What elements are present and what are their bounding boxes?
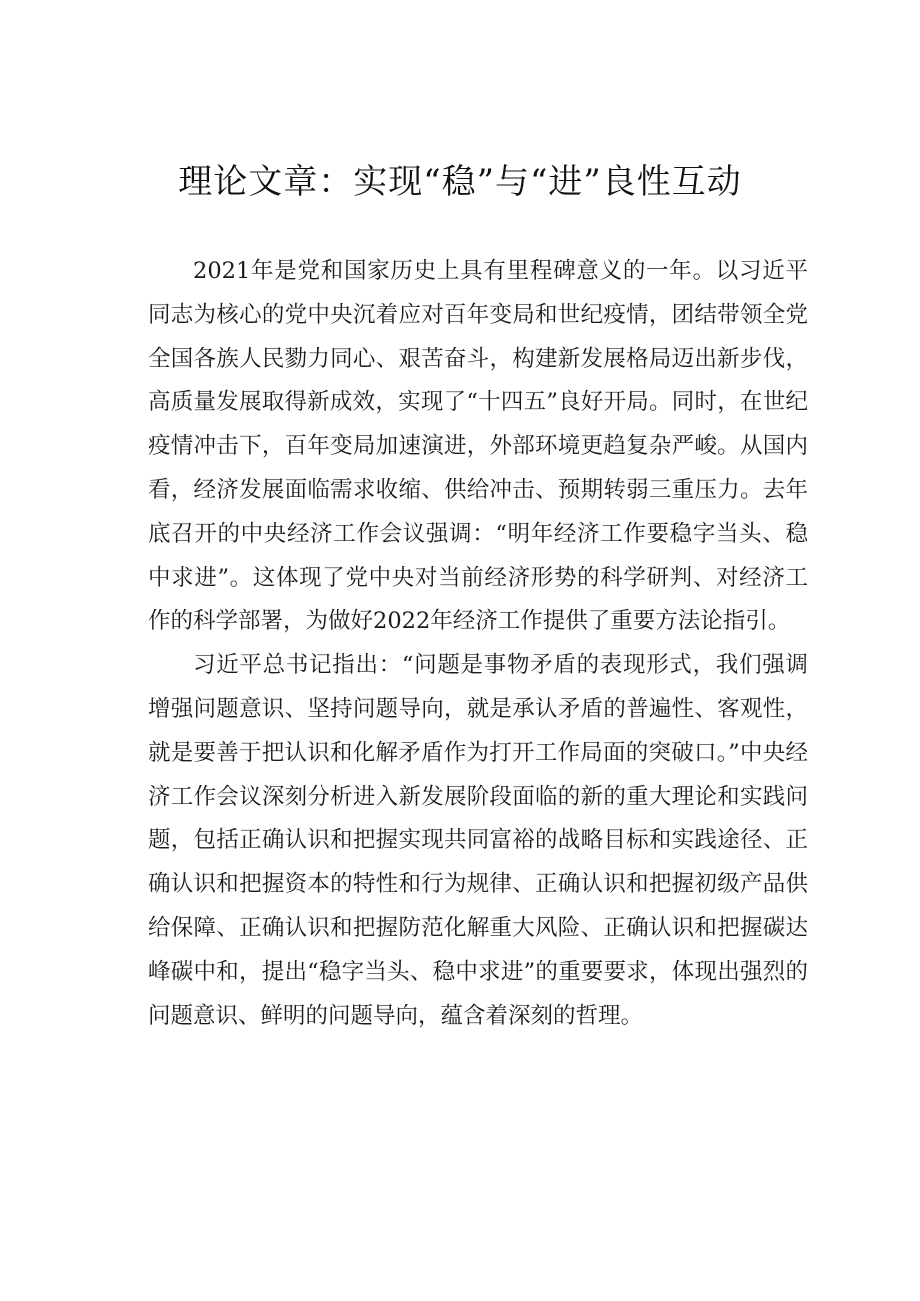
document-title: 理论文章：实现“稳”与“进”良性互动 <box>178 162 742 202</box>
document-body <box>148 250 808 1038</box>
paragraph-1: 2021年是党和国家历史上具有里程碑意义的一年。以习近平同志为核心的党中央沉着应对百年变局和世纪疫情，团结带领全党全国各族人民勠力同心、艰苦奋斗，构建新发展格局迈出新步伐，高质量发展取得新成效，实现了“十四五”良好开局。同时，在世纪疫情冲击下，百年变局加速演进，外部环境更趋复杂严峻。从国内看，经济发展面临需求收缩、供给冲击、预期转弱三重压力。去年底召开的中央经济工作会议强调：“明年经济工作要稳字当头、稳中求进”。这体现了党中央对当前经济形势的科学研判、对经济工作的科学部署，为做好2022年经济工作提供了重要方法论指引。 <box>148 258 808 635</box>
paragraph-2: 习近平总书记指出：“问题是事物矛盾的表现形式，我们强调增强问题意识、坚持问题导向，就是承认矛盾的普遍性、客观性，就是要善于把认识和化解矛盾作为打开工作局面的突破口。”中央经济工作会议深刻分析进入新发展阶段面临的新的重大理论和实践问题，包括正确认识和把握实现共同富裕的战略目标和实践途径、正确认识和把握资本的特性和行为规律、正确认识和把握初级产品供给保障、正确认识和把握防范化解重大风险、正确认识和把握碳达峰碳中和，提出“稳字当头、稳中求进”的重要要求，体现出强烈的问题意识、鲜明的问题导向，蕴含着深刻的哲理。 <box>148 652 808 1029</box>
